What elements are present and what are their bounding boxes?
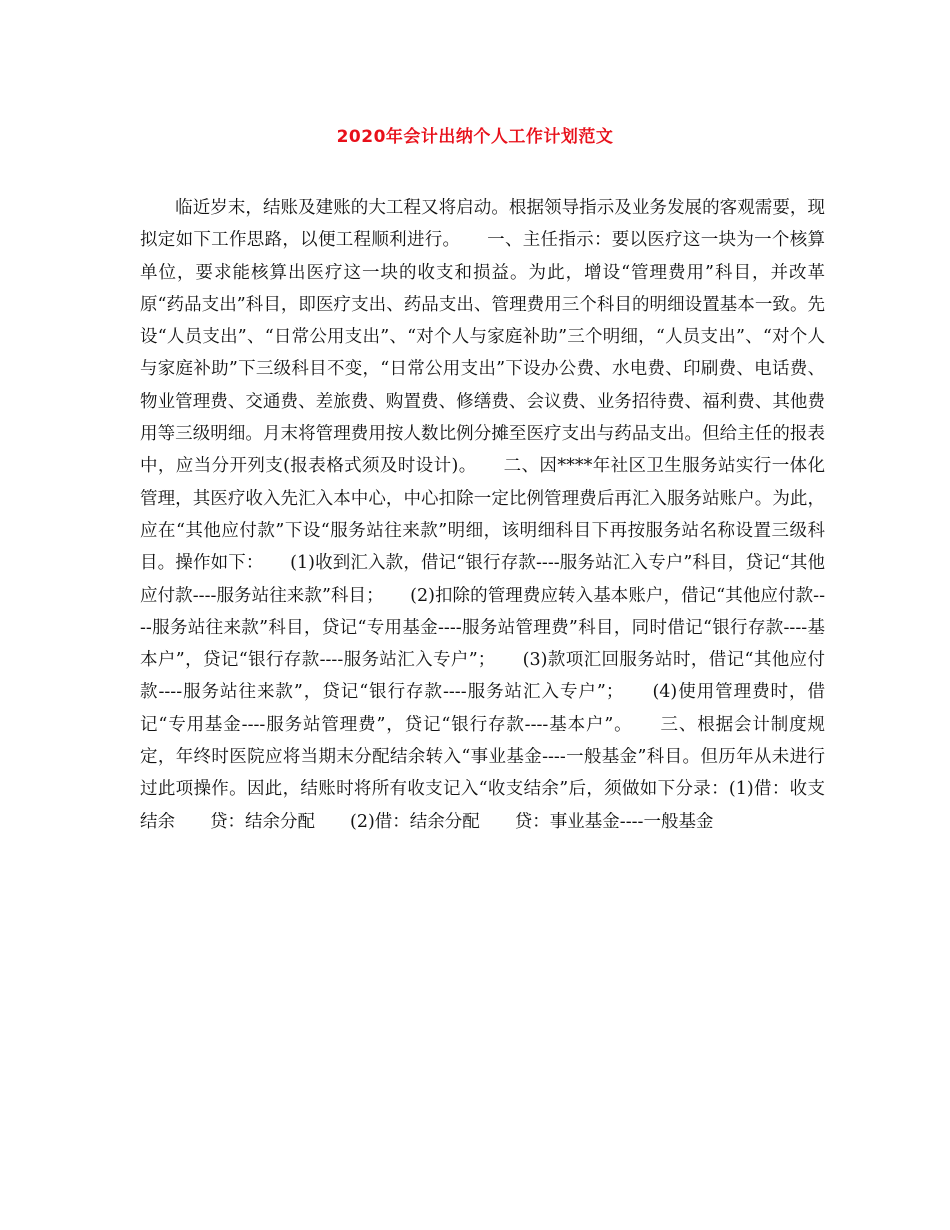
document-title: 2020年会计出纳个人工作计划范文 <box>336 127 614 147</box>
document-body-text: 临近岁末，结账及建账的大工程又将启动。根据领导指示及业务发展的客观需要，现拟定如下工作思路，以便工程顺利进行。 一、主任指示：要以医疗这一块为一个核算单位，要求能核算出医疗这一块的收支和损益。为此，增设“管理费用”科目，并改革原“药品支出”科目，即医疗支出、药品支出、管理费用三个科目的明细设置基本一致。先设“人员支出”、“日常公用支出”、“对个人与家庭补助”三个明细，“人员支出”、“对个人与家庭补助”下三级科目不变，“日常公用支出”下设办公费、水电费、印刷费、电话费、物业管理费、交通费、差旅费、购置费、修缮费、会议费、业务招待费、福利费、其他费用等三级明细。月末将管理费用按人数比例分摊至医疗支出与药品支出。但给主任的报表中，应当分开列支(报表格式须及时设计)。 二、因****年社区卫生服务站实行一体化管理，其医疗收入先汇入本中心，中心扣除一定比例管理费后再汇入服务站账户。为此，应在“其他应付款”下设“服务站往来款”明细，该明细科目下再按服务站名称设置三级科目。操作如下： (1)收到汇入款，借记“银行存款----服务站汇入专户”科目，贷记“其他应付款----服务站往来款”科目； (2)扣除的管理费应转入基本账户，借记“其他应付款----服务站往来款”科目，贷记“专用基金----服务站管理费”科目，同时借记“银行存款----基本户”，贷记“银行存款----服务站汇入专户”； (3)款项汇回服务站时，借记“其他应付款----服务站往来款”，贷记“银行存款----服务站汇入专户”； (4)使用管理费时，借记“专用基金----服务站管理费”，贷记“银行存款----基本户”。 三、根据会计制度规定，年终时医院应将当期末分配结余转入“事业基金----一般基金”科目。但历年从未进行过此项操作。因此，结账时将所有收支记入“收支结余”后，须做如下分录：(1)借：收支结余 贷：结余分配 (2)借：结余分配 贷：事业基金----一般基金 <box>140 198 825 832</box>
